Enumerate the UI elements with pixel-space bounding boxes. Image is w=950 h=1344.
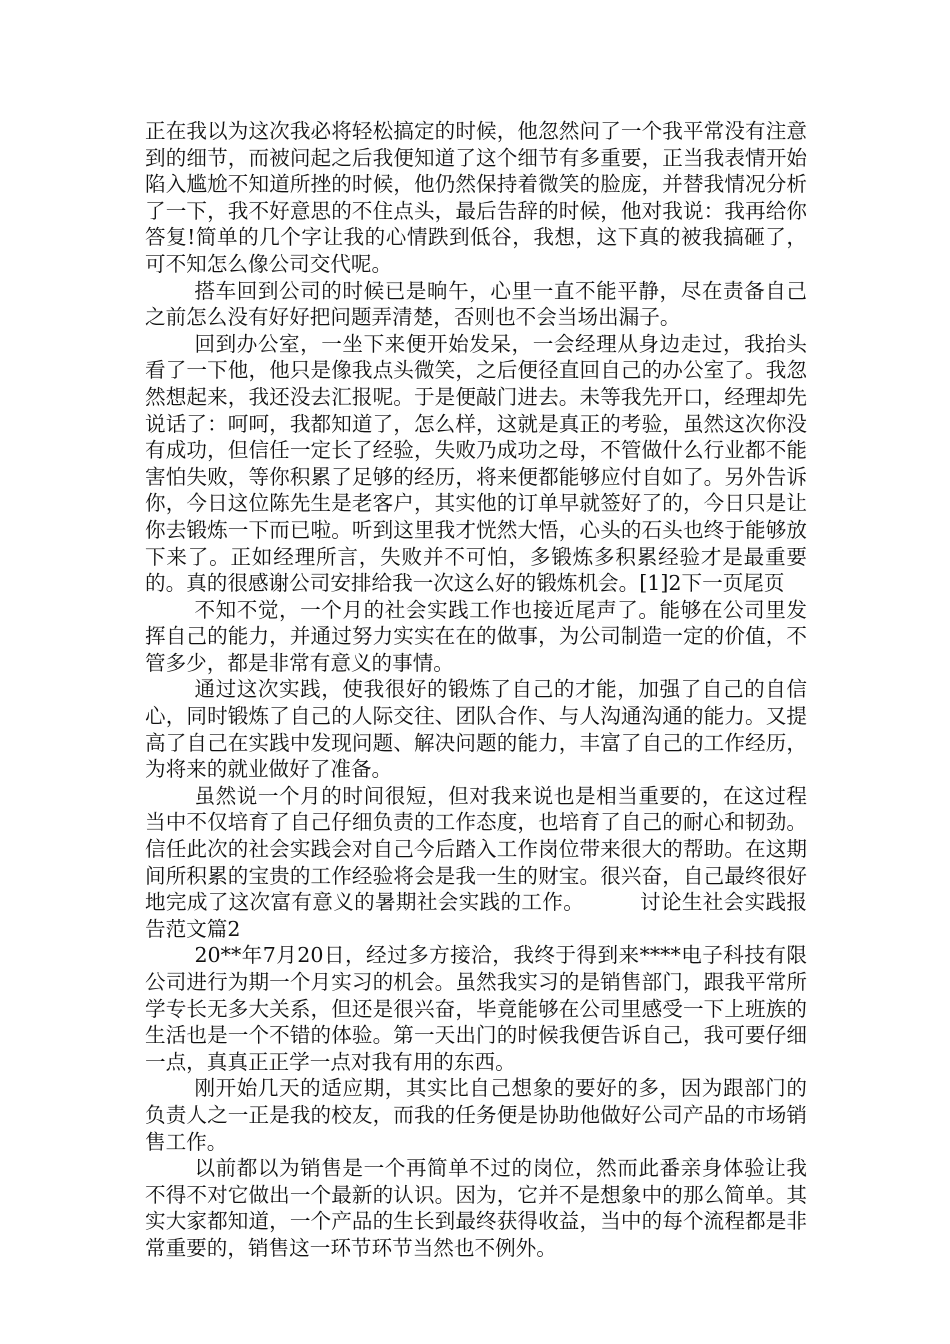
paragraph-9: 以前都以为销售是一个再简单不过的岗位，然而此番亲身体验让我不得不对它做出一个最新的认识。因为，它并不是想象中的那么简单。其实大家都知道，一个产品的生长到最终获得收益，当中的每个流程都是非常重要的，销售这一环节环节当然也不例外。	[145, 1156, 807, 1260]
paragraph-6-text: 虽然说一个月的时间很短，但对我来说也是相当重要的，在这过程当中不仅培育了自己仔细负责的工作态度，也培育了自己的耐心和韧劲。信任此次的社会实践会对自己今后踏入工作岗位带来很大的帮助。在这期间所积累的宝贵的工作经验将会是我一生的财宝。很兴奋，自己最终很好地完成了这次富有意义的暑期社会实践的工作。	[145, 783, 807, 915]
paragraph-3: 回到办公室，一坐下来便开始发呆，一会经理从身边走过，我抬头看了一下他，他只是像我点头微笑，之后便径直回自己的办公室了。我忽然想起来，我还没去汇报呢。于是便敲门进去。未等我先开口，经理却先说话了：呵呵，我都知道了，怎么样，这就是真正的考验，虽然这次你没有成功，但信任一定长了经验，失败乃成功之母，不管做什么行业都不能害怕失败，等你积累了足够的经历，将来便都能够应付自如了。另外告诉你，今日这位陈先生是老客户，其实他的订单早就签好了的，今日只是让你去锻炼一下而已啦。听到这里我才恍然大悟，心头的石头也终于能够放下来了。正如经理所言，失败并不可怕，多锻炼多积累经验才是最重要的。真的很感谢公司安排给我一次这么好的锻炼机会。[1]2下一页尾页	[145, 331, 807, 596]
paragraph-4: 不知不觉，一个月的社会实践工作也接近尾声了。能够在公司里发挥自己的能力，并通过努力实实在在的做事，为公司制造一定的价值，不管多少，都是非常有意义的事情。	[145, 597, 807, 675]
paragraph-8: 刚开始几天的适应期，其实比自己想象的要好的多，因为跟部门的负责人之一正是我的校友，而我的任务便是协助他做好公司产品的市场销售工作。	[145, 1076, 807, 1154]
paragraph-5: 通过这次实践，使我很好的锻炼了自己的才能，加强了自己的自信心，同时锻炼了自己的人际交往、团队合作、与人沟通沟通的能力。又提高了自己在实践中发现问题、解决问题的能力，丰富了自己的工作经历，为将来的就业做好了准备。	[145, 677, 807, 782]
section-title: 讨论生社会实践报告范文篇2	[145, 890, 807, 941]
paragraph-1: 正在我以为这次我必将轻松搞定的时候，他忽然问了一个我平常没有注意到的细节，而被问起之后我便知道了这个细节有多重要，正当我表情开始陷入尴尬不知道所挫的时候，他仍然保持着微笑的脸庞，并替我情况分析了一下，我不好意思的不住点头，最后告辞的时候，他对我说：我再给你答复!简单的几个字让我的心情跌到低谷，我想，这下真的被我搞砸了，可不知怎么像公司交代呢。	[145, 119, 807, 276]
paragraph-6	[145, 783, 807, 943]
paragraph-7: 20**年7月20日，经过多方接洽，我终于得到来****电子科技有限公司进行为期一个月实习的机会。虽然我实习的是销售部门，跟我平常所学专长无多大关系，但还是很兴奋，毕竟能够在公司里感受一下上班族的生活也是一个不错的体验。第一天出门的时候我便告诉自己，我可要仔细一点，真真正正学一点对我有用的东西。	[145, 943, 807, 1074]
document-body	[145, 118, 807, 1262]
paragraph-2: 搭车回到公司的时候已是晌午，心里一直不能平静，尽在责备自己之前怎么没有好好把问题弄清楚，否则也不会当场出漏子。	[145, 278, 807, 330]
